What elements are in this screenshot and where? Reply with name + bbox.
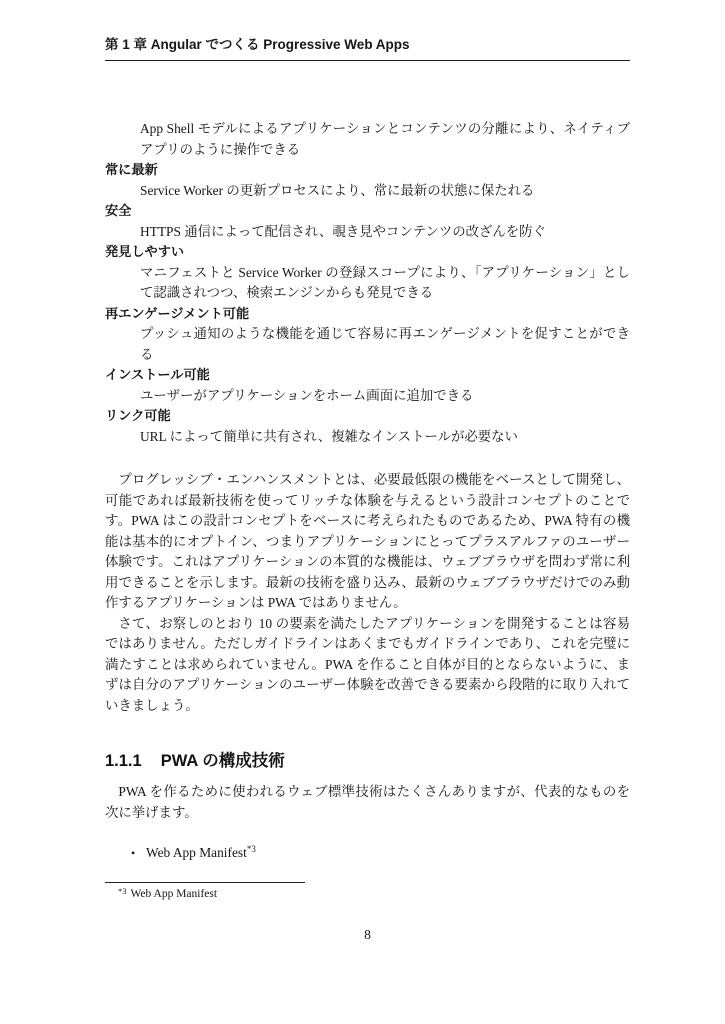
definition-term-discoverable: 発見しやすい (105, 244, 185, 259)
definition-desc-linkable: URL によって簡単に共有され、複雑なインストールが必要ない (140, 428, 518, 444)
bullet-list (131, 843, 630, 864)
footnote-block (105, 882, 630, 902)
definition-term-re-engageable: 再エンゲージメント可能 (105, 305, 250, 321)
footnote-divider (105, 882, 305, 883)
page-content (105, 0, 630, 943)
bullet-icon: • (131, 846, 136, 860)
definition-desc-safe: HTTPS 通信によって配信され、覗き見やコンテンツの改ざんを防ぐ (140, 223, 546, 239)
definition-list (105, 119, 630, 447)
paragraph-section-intro: PWA を作るために使われるウェブ標準技術はたくさんありますが、代表的なものを次に挙げます。 (105, 784, 630, 820)
list-item (131, 843, 630, 864)
definition-term-installable: インストール可能 (105, 367, 210, 382)
paragraph-guidelines: さて、お察しのとおり 10 の要素を満たしたアプリケーションを開発することは容易ではありません。ただしガイドラインはあくまでもガイドラインであり、これを完璧に満たすことは求められていません。PWA を作ること自体が目的とならないように、まずは自分のアプリケーションのユーザー体験を改善できる要素から段階的に取り入れていきましょう。 (105, 615, 630, 713)
definition-desc-installable: ユーザーがアプリケーションをホーム画面に追加できる (140, 387, 474, 403)
chapter-header (105, 0, 630, 61)
definition-term-always-fresh: 常に最新 (105, 162, 158, 177)
definition-term-linkable: リンク可能 (105, 408, 171, 423)
footnote-text: Web App Manifest (130, 887, 218, 900)
section-title: PWA の構成技術 (160, 752, 285, 770)
footnote-mark: *3 (118, 885, 127, 896)
definition-desc-always-fresh: Service Worker の更新プロセスにより、常に最新の状態に保たれる (140, 182, 535, 198)
definition-desc-re-engageable: プッシュ通知のような機能を通じて容易に再エンゲージメントを促すことができる (140, 326, 630, 362)
definition-desc-discoverable: マニフェストと Service Worker の登録スコープにより、「アプリケーション」として認識されつつ、検索エンジンからも発見できる (140, 264, 630, 300)
running-head-title: 第 1 章 Angular でつくる Progressive Web Apps (105, 37, 630, 61)
paragraph-progressive-enhancement: プログレッシブ・エンハンスメントとは、必要最低限の機能をベースとして開発し、可能であれば最新技術を使ってリッチな体験を与えるという設計コンセプトのことです。PWA はこの設計コンセプトをベースに考えられたものであるため、PWA 特有の機能は基本的にオプトイン、つまりアプリケーションにとってプラスアルファのユーザー体験です。これはアプリケーションの本質的な機能は、ウェブブラウザを問わず常に利用できることを示します。最新の技術を盛り込み、最新のウェブブラウザだけでのみ動作するアプリケーションは PWA ではありません。 (105, 472, 630, 610)
footnote (118, 887, 630, 902)
definition-desc-appshell: App Shell モデルによるアプリケーションとコンテンツの分離により、ネイティブアプリのように操作できる (140, 121, 630, 157)
section-number: 1.1.1 (105, 752, 142, 770)
section-heading (105, 749, 630, 773)
bullet-text: Web App Manifest$^{*3}$ (146, 844, 256, 860)
footnote-reference: *3 (246, 844, 256, 854)
definition-term-safe: 安全 (105, 203, 132, 218)
page-number: 8 (364, 926, 371, 942)
